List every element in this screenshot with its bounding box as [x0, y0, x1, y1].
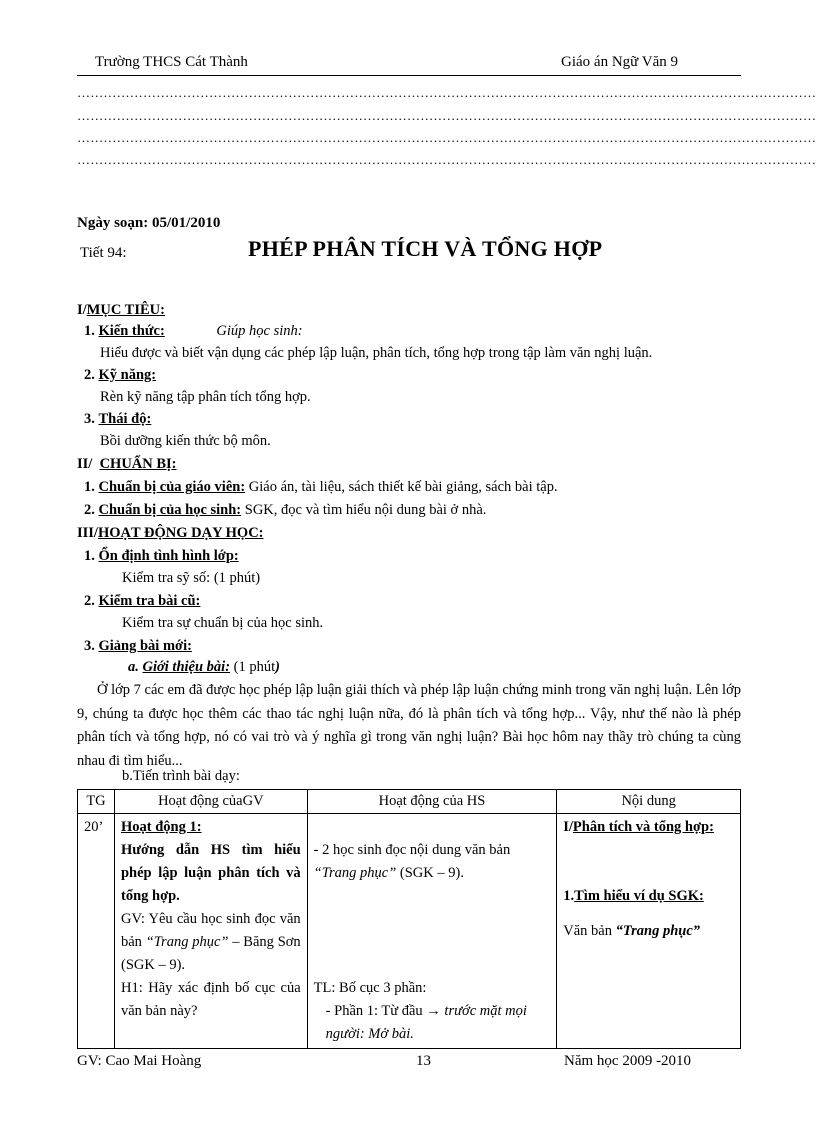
section-2-hs: 2. Chuẩn bị của học sinh: SGK, đọc và tìm hiểu nội dung bài ở nhà. [84, 502, 487, 518]
gv-cell [114, 814, 307, 1049]
hs-answer: TL: Bố cục 3 phần: [313, 980, 427, 996]
activity-title: Hoạt động 1: [120, 819, 202, 835]
section-3-gioithieu: a. Giới thiệu bài: (1 phút) [128, 659, 280, 675]
content-heading: I/Phân tích và tổng hợp: [563, 819, 714, 835]
table-row [78, 814, 741, 1049]
section-1-kynang: 2. Kỹ năng: [84, 367, 157, 383]
section-3-kiemtra-text: Kiểm tra sự chuẩn bị của học sinh. [122, 615, 324, 631]
section-2-gv: 1. Chuẩn bị của giáo viên: Giáo án, tài liệu, sách thiết kế bài giảng, sách bài tập. [84, 479, 558, 495]
section-3-ondinh: 1. Ổn định tình hình lớp: [84, 548, 239, 564]
section-1-kynang-text: Rèn kỹ năng tập phân tích tổng hợp. [100, 389, 311, 405]
content-subheading: 1.Tìm hiểu ví dụ SGK: [563, 888, 704, 904]
header-subject: Giáo án Ngữ Văn 9 [561, 54, 678, 70]
section-1-kienthuc-text: Hiểu được và biết vận dụng các phép lập luận, phân tích, tổng hợp trong tập làm văn nghị luận. [100, 345, 653, 361]
page-number: 13 [416, 1053, 431, 1069]
section-1-heading: I/MỤC TIÊU: [77, 302, 165, 318]
header-divider [77, 75, 741, 76]
activity-desc: Hướng dẫn HS tìm hiểu phép lập luận phân tích và tổng hợp. [120, 842, 301, 904]
section-1-thaido: 3. Thái độ: [84, 411, 152, 427]
dotted-line: …………………………………………………………………………………………………………………………………………………… [77, 152, 816, 167]
gv-instruction: GV: Yêu cầu học sinh đọc văn bản “Trang phục” – Băng Sơn (SGK – 9). [120, 911, 301, 973]
table-header: Nội dung [557, 790, 741, 814]
table-header: Hoạt động của HS [307, 790, 557, 814]
section-3-ondinh-text: Kiểm tra sỹ số: (1 phút) [122, 570, 261, 586]
section-1-kienthuc: 1. Kiến thức: Giúp học sinh: [84, 323, 303, 339]
table-header: TG [78, 790, 115, 814]
gv-question: H1: Hãy xác định bố cục của văn bản này? [120, 980, 301, 1019]
header-school: Trường THCS Cát Thành [95, 54, 248, 70]
section-1-thaido-text: Bồi dưỡng kiến thức bộ môn. [100, 433, 271, 449]
table-header: Hoạt động củaGV [114, 790, 307, 814]
content-cell [557, 814, 741, 1049]
intro-paragraph: Ở lớp 7 các em đã được học phép lập luận giải thích và phép lập luận chứng minh trong văn nghị luận. Lên lớp 9, chúng ta được học thêm các thao tác nghị luận nữa, đó là phân tích và tổng hợp... Vậy, như thế nào là phép phân tích và tổng hợp, nó có vai trò và ý nghĩa gì trong văn nghị luận? Bài học hôm nay thầy trò chúng ta cùng nhau đi tìm hiểu... [77, 682, 741, 769]
content-text: Văn bản “Trang phục” [563, 923, 701, 939]
section-3-giang: 3. Giảng bài mới: [84, 638, 192, 654]
prep-date: Ngày soạn: 05/01/2010 [77, 215, 221, 231]
lesson-table [77, 789, 741, 1049]
lesson-number: Tiết 94: [80, 245, 127, 261]
hs-part1: - Phần 1: Từ đầu → trước mặt mọi người: Mở bài. [325, 1003, 527, 1042]
section-2-heading: II/ CHUẨN BỊ: [77, 456, 177, 472]
time-cell [78, 814, 115, 1049]
dotted-line: …………………………………………………………………………………………………………………………………………………… [77, 108, 816, 123]
dotted-line: …………………………………………………………………………………………………………………………………………………… [77, 130, 816, 145]
section-3-heading: III/HOẠT ĐỘNG DẠY HỌC: [77, 525, 264, 541]
time-value: 20’ [84, 819, 104, 835]
table-header-row [78, 790, 741, 814]
page-title: PHÉP PHÂN TÍCH VÀ TỔNG HỢP [248, 236, 603, 261]
section-3-kiemtra: 2. Kiểm tra bài cũ: [84, 593, 201, 609]
footer-teacher: GV: Cao Mai Hoàng [77, 1053, 202, 1069]
hs-read: - 2 học sinh đọc nội dung văn bản “Trang phục” (SGK – 9). [313, 842, 511, 881]
footer-year: Năm học 2009 -2010 [564, 1053, 692, 1069]
dotted-line: …………………………………………………………………………………………………………………………………………………… [77, 85, 816, 100]
tientrinh-label: b.Tiến trình bài dạy: [122, 768, 240, 784]
hs-cell [307, 814, 557, 1049]
